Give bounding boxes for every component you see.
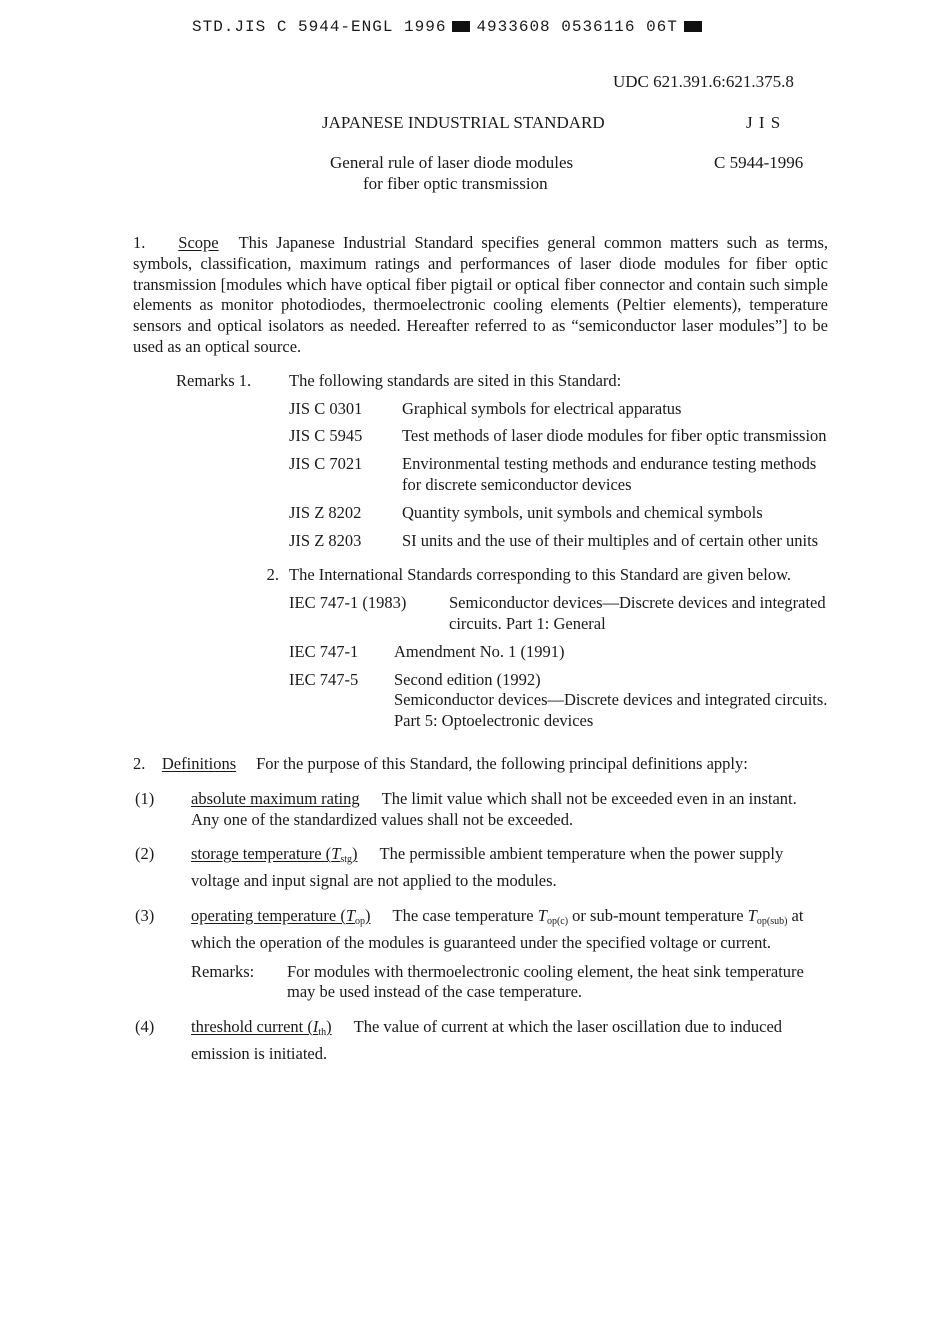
definitions-section: [133, 754, 828, 775]
definition-remark-label: Remarks:: [191, 961, 255, 981]
reference-title: Quantity symbols, unit symbols and chemical symbols: [402, 502, 763, 522]
remarks-item2-intro: The International Standards corresponding to this Standard are given below.: [289, 565, 792, 585]
iec-reference-row: [289, 670, 828, 732]
reference-code: JIS Z 8202: [289, 502, 362, 522]
definition-number: (3): [135, 905, 155, 925]
remarks-intro: The following standards are sited in this Standard:: [289, 370, 622, 390]
definition-item: [133, 844, 828, 892]
definition-number: (1): [135, 788, 155, 808]
doc-title-line1: General rule of laser diode modules: [330, 153, 574, 172]
reference-title: Graphical symbols for electrical apparatus: [402, 398, 682, 418]
header-code-part1: STD.JIS C 5944-ENGL 1996: [192, 18, 447, 36]
reference-title: Environmental testing methods and endurance testing methods for discrete semiconductor devices: [402, 454, 817, 494]
document-header-code: [192, 18, 708, 36]
jis-label: J I S: [746, 113, 782, 132]
definition-text: The permissible ambient temperature when the power supply voltage and input signal are not applied to the modules.: [191, 844, 784, 891]
doc-title-line2: for fiber optic transmission: [363, 174, 548, 193]
reference-row: [289, 454, 828, 496]
definition-item: [133, 1017, 828, 1065]
document-body: [133, 233, 828, 1065]
definition-term: threshold current $(I_{th})$: [191, 1017, 332, 1039]
definitions-intro: For the purpose of this Standard, the following principal definitions apply:: [256, 753, 748, 773]
iec-reference-row: [289, 593, 828, 635]
iec-code: IEC 747-1: [289, 641, 359, 661]
definition-text: The value of current at which the laser oscillation due to induced emission is initiated.: [191, 1017, 783, 1063]
standard-title: JAPANESE INDUSTRIAL STANDARD: [322, 113, 605, 132]
definitions-number: 2.: [133, 753, 146, 773]
reference-title: SI units and the use of their multiples and of certain other units: [402, 530, 819, 550]
scope-number: 1.: [133, 233, 146, 252]
scope-text: This Japanese Industrial Standard specifies general common matters such as terms, symbols, classification, maximum ratings and performances of laser diode modules for fiber optic transmission [modules which have optical fiber pigtail or optical fiber connector and contain such simple elements as monitor photodiodes, thermoelectronic cooling elements (Peltier elements), temperature sensors and optical isolators as needed. Hereafter referred to as “semiconductor laser modules”] to be used as an optical source.: [133, 233, 829, 356]
reference-code: JIS Z 8203: [289, 530, 362, 550]
definition-number: (2): [135, 844, 155, 864]
definition-item: [133, 906, 828, 1003]
remarks-label: Remarks 1.: [176, 370, 252, 390]
definition-remark-text: For modules with thermoelectronic cooling element, the heat sink temperature may be used instead of the case temperature.: [287, 961, 804, 1002]
scope-heading: Scope: [178, 233, 219, 252]
definition-text: The case temperature $T_{op(c)}$ or sub-mount temperature $T_{op(sub)}$ at which the operation of the modules is guaranteed under the specified voltage or current.: [191, 905, 804, 952]
iec-title: Semiconductor devices—Discrete devices and integrated circuits. Part 1: General: [449, 593, 826, 633]
remarks-section: [176, 371, 828, 732]
doc-number: C 5944-1996: [714, 153, 804, 172]
definition-term: absolute maximum rating: [191, 788, 360, 808]
iec-reference-row: [289, 642, 828, 663]
redaction-block: [452, 21, 470, 32]
definition-term: storage temperature $(T_{stg})$: [191, 844, 358, 866]
reference-row: [289, 426, 828, 447]
reference-row: [289, 399, 828, 420]
remarks-item2-label: 2.: [266, 565, 279, 585]
iec-edition: Second edition (1992): [394, 669, 541, 689]
definition-remark: [191, 962, 828, 1004]
reference-title: Test methods of laser diode modules for fiber optic transmission: [402, 426, 827, 446]
reference-code: JIS C 5945: [289, 426, 363, 446]
iec-code: IEC 747-1 (1983): [289, 593, 407, 613]
redaction-block: [684, 21, 702, 32]
iec-code: IEC 747-5: [289, 669, 359, 689]
scope-section: [133, 233, 828, 358]
iec-title: Amendment No. 1 (1991): [394, 641, 565, 661]
header-code-part2: 4933608 0536116 06T: [476, 18, 678, 36]
definitions-heading: Definitions: [161, 753, 237, 773]
reference-row: [289, 503, 828, 524]
reference-code: JIS C 7021: [289, 454, 363, 474]
definition-number: (4): [135, 1017, 155, 1037]
iec-title: Semiconductor devices—Discrete devices and integrated circuits. Part 5: Optoelectronic devices: [394, 690, 828, 731]
udc-code: UDC 621.391.6:621.375.8: [613, 72, 794, 91]
definition-text: The limit value which shall not be exceeded even in an instant. Any one of the standardized values shall not be exceeded.: [191, 788, 797, 829]
definition-item: [133, 789, 828, 831]
reference-code: JIS C 0301: [289, 398, 363, 418]
reference-row: [289, 531, 828, 552]
definition-term: operating temperature $(T_{op})$: [191, 905, 371, 927]
